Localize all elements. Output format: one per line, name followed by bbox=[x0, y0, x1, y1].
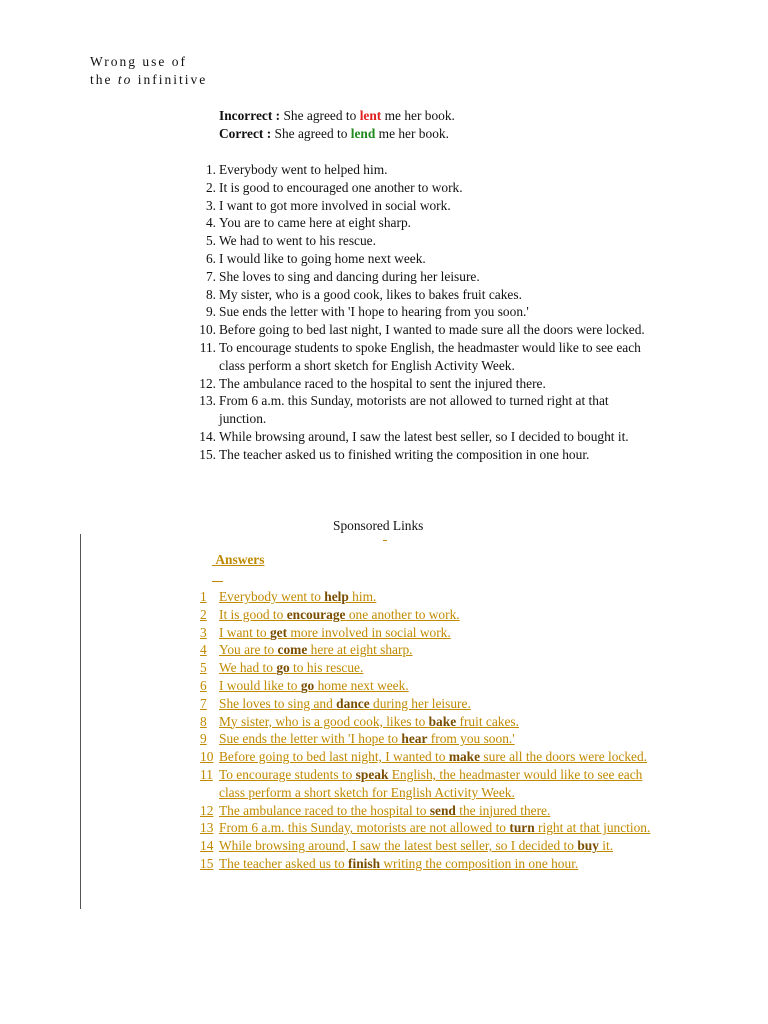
answer-text-pre[interactable]: You are to bbox=[219, 642, 278, 658]
answer-correct-word[interactable]: come bbox=[277, 642, 308, 658]
answer-link[interactable] bbox=[200, 624, 670, 642]
answer-number[interactable]: 7 bbox=[200, 695, 207, 711]
exercise-text: I want to got more involved in social work. bbox=[219, 197, 451, 213]
answer-text-pre[interactable]: I would like to bbox=[219, 677, 301, 693]
answer-text-post[interactable]: to his rescue. bbox=[289, 660, 364, 676]
title-line-1: Wrong use of bbox=[90, 54, 187, 69]
answer-link[interactable] bbox=[200, 730, 670, 748]
answer-text-pre[interactable]: Before going to bed last night, I wanted to bbox=[219, 749, 449, 765]
answer-text-pre[interactable]: While browsing around, I saw the latest best seller, so I decided to bbox=[219, 838, 578, 854]
answers-underline-stub[interactable] bbox=[212, 581, 223, 582]
incorrect-post: me her book. bbox=[381, 108, 455, 123]
answer-link[interactable] bbox=[200, 766, 670, 802]
correct-label: Correct : bbox=[219, 126, 272, 141]
exercise-number: 12. bbox=[199, 375, 216, 391]
exercise-text: She loves to sing and dancing during her leisure. bbox=[219, 268, 480, 284]
answer-number[interactable]: 14 bbox=[200, 838, 214, 854]
answer-text-pre[interactable]: The ambulance raced to the hospital to bbox=[219, 802, 430, 818]
answer-text-post[interactable]: writing the composition in one hour. bbox=[380, 855, 579, 871]
answer-number[interactable]: 9 bbox=[200, 731, 207, 747]
correct-post: me her book. bbox=[375, 126, 449, 141]
answer-link[interactable] bbox=[200, 641, 670, 659]
exercise-text: I would like to going home next week. bbox=[219, 250, 426, 266]
answer-correct-word[interactable]: make bbox=[448, 749, 481, 765]
exercise-text: Sue ends the letter with 'I hope to hearing from you soon.' bbox=[219, 304, 529, 320]
answer-link[interactable] bbox=[200, 837, 670, 855]
incorrect-example bbox=[219, 107, 455, 125]
exercise-text: The teacher asked us to finished writing the composition in one hour. bbox=[219, 446, 590, 462]
incorrect-label: Incorrect : bbox=[219, 108, 281, 123]
exercise-item bbox=[196, 428, 648, 446]
exercise-list bbox=[196, 161, 648, 464]
exercise-item bbox=[196, 179, 648, 197]
answer-text-pre[interactable]: I want to bbox=[219, 624, 270, 640]
left-vertical-rule bbox=[80, 534, 81, 909]
exercise-number: 4. bbox=[205, 215, 216, 231]
exercise-item bbox=[196, 214, 648, 232]
answer-correct-word[interactable]: send bbox=[429, 802, 456, 818]
answer-number[interactable]: 15 bbox=[200, 855, 214, 871]
answer-text-post[interactable]: him. bbox=[348, 589, 377, 604]
answer-text-pre[interactable]: She loves to sing and bbox=[219, 695, 337, 711]
exercise-number: 8. bbox=[205, 286, 216, 302]
exercise-item bbox=[196, 232, 648, 250]
exercise-number: 15. bbox=[199, 446, 216, 462]
answer-correct-word[interactable]: help bbox=[324, 589, 349, 604]
exercise-text: To encourage students to spoke English, the headmaster would like to see each class perform a short sketch for English Activity Week. bbox=[219, 339, 641, 373]
answer-link[interactable] bbox=[200, 802, 670, 820]
answer-link[interactable] bbox=[200, 695, 670, 713]
answer-text-pre[interactable]: My sister, who is a good cook, likes to bbox=[219, 713, 429, 729]
answer-text-post[interactable]: here at eight sharp. bbox=[307, 642, 413, 658]
exercise-item bbox=[196, 161, 648, 179]
correct-pre: She agreed to bbox=[271, 126, 351, 141]
exercise-item bbox=[196, 392, 648, 428]
answer-number[interactable]: 13 bbox=[200, 820, 214, 836]
exercise-number: 10. bbox=[199, 322, 216, 338]
answer-text-post[interactable]: English, the headmaster would like to see each class perform a short sketch for English Activity Week. bbox=[219, 766, 643, 800]
page-title bbox=[90, 53, 207, 89]
exercise-number: 7. bbox=[205, 268, 216, 284]
incorrect-word: lent bbox=[359, 108, 382, 123]
answer-correct-word[interactable]: speak bbox=[355, 766, 389, 782]
exercise-text: While browsing around, I saw the latest best seller, so I decided to bought it. bbox=[219, 428, 629, 444]
exercise-text: It is good to encouraged one another to work. bbox=[219, 179, 463, 195]
exercise-number: 6. bbox=[205, 250, 216, 266]
answer-number[interactable]: 4 bbox=[200, 642, 207, 658]
exercise-number: 14. bbox=[199, 428, 216, 444]
answer-text-post[interactable]: it. bbox=[598, 838, 614, 854]
answer-text-post[interactable]: home next week. bbox=[314, 677, 409, 693]
exercise-item bbox=[196, 303, 648, 321]
example-block bbox=[219, 107, 455, 143]
correct-example bbox=[219, 125, 455, 143]
answer-list bbox=[200, 588, 670, 873]
answer-link[interactable] bbox=[200, 713, 670, 731]
answers-heading-text[interactable]: Answers bbox=[215, 552, 265, 567]
exercise-number: 3. bbox=[205, 197, 216, 213]
title-line-2 bbox=[90, 71, 207, 89]
exercise-item bbox=[196, 250, 648, 268]
sponsored-links-label: Sponsored Links bbox=[333, 518, 424, 533]
exercise-item bbox=[196, 286, 648, 304]
answer-number[interactable]: 3 bbox=[200, 624, 207, 640]
answer-text-post[interactable]: during her leisure. bbox=[369, 695, 471, 711]
answer-number[interactable]: 8 bbox=[200, 713, 207, 729]
answer-correct-word[interactable]: turn bbox=[509, 820, 535, 836]
exercise-text: The ambulance raced to the hospital to sent the injured there. bbox=[219, 375, 546, 391]
answer-correct-word[interactable]: hear bbox=[401, 731, 428, 747]
answer-correct-word[interactable]: get bbox=[269, 624, 288, 640]
exercise-item bbox=[196, 268, 648, 286]
exercise-item bbox=[196, 339, 648, 375]
answer-correct-word[interactable]: go bbox=[300, 677, 315, 693]
exercise-item bbox=[196, 197, 648, 215]
answer-text-post[interactable]: one another to work. bbox=[345, 606, 460, 622]
correct-word: lend bbox=[350, 126, 376, 141]
answer-number[interactable]: 1 bbox=[200, 589, 207, 604]
answer-link[interactable] bbox=[200, 819, 670, 837]
incorrect-pre: She agreed to bbox=[280, 108, 360, 123]
answer-link[interactable] bbox=[200, 588, 670, 606]
exercise-item bbox=[196, 321, 648, 339]
answer-text-post[interactable]: more involved in social work. bbox=[287, 624, 451, 640]
exercise-number: 11. bbox=[199, 339, 216, 355]
exercise-item bbox=[196, 446, 648, 464]
answer-text-post[interactable]: the injured there. bbox=[455, 802, 551, 818]
answer-link[interactable] bbox=[200, 606, 670, 624]
answer-text-pre[interactable]: It is good to bbox=[219, 606, 287, 622]
answer-number[interactable]: 12 bbox=[200, 802, 214, 818]
answer-text-post[interactable]: sure all the doors were locked. bbox=[480, 749, 648, 765]
answer-text-post[interactable]: right at that junction. bbox=[534, 820, 651, 836]
answer-link[interactable] bbox=[200, 677, 670, 695]
answer-number[interactable]: 11 bbox=[200, 766, 213, 782]
answer-correct-word[interactable]: buy bbox=[577, 838, 599, 854]
answer-text-post[interactable]: from you soon.' bbox=[427, 731, 515, 747]
exercise-number: 1. bbox=[205, 162, 216, 177]
answer-text-pre[interactable]: We had to bbox=[219, 660, 277, 676]
answer-correct-word[interactable]: go bbox=[276, 660, 290, 676]
answer-text-pre[interactable]: Sue ends the letter with 'I hope to bbox=[219, 731, 402, 747]
exercise-text: We had to went to his rescue. bbox=[219, 233, 376, 249]
answer-correct-word[interactable]: encourage bbox=[286, 606, 346, 622]
answer-text-post[interactable]: fruit cakes. bbox=[456, 713, 519, 729]
exercise-text: You are to came here at eight sharp. bbox=[219, 215, 411, 231]
answer-number[interactable]: 2 bbox=[200, 606, 207, 622]
exercise-text: From 6 a.m. this Sunday, motorists are not allowed to turned right at that junction. bbox=[219, 393, 609, 427]
exercise-number: 13. bbox=[199, 393, 216, 409]
answer-correct-word[interactable]: finish bbox=[348, 855, 381, 871]
link-dash[interactable] bbox=[383, 540, 387, 541]
answer-link[interactable] bbox=[200, 748, 670, 766]
exercise-number: 2. bbox=[205, 179, 216, 195]
exercise-number: 9. bbox=[205, 304, 216, 320]
answer-number[interactable]: 5 bbox=[200, 660, 207, 676]
answer-number[interactable]: 10 bbox=[200, 749, 214, 765]
exercise-text: My sister, who is a good cook, likes to bakes fruit cakes. bbox=[219, 286, 522, 302]
answer-number[interactable]: 6 bbox=[200, 677, 207, 693]
answer-text-pre[interactable]: Everybody went to bbox=[219, 589, 325, 604]
answers-heading[interactable] bbox=[212, 551, 264, 569]
title-line-2-post: infinitive bbox=[132, 72, 208, 87]
answer-text-pre[interactable]: To encourage students to bbox=[219, 766, 356, 782]
answer-text-pre[interactable]: The teacher asked us to bbox=[219, 855, 349, 871]
exercise-number: 5. bbox=[205, 233, 216, 249]
answer-text-pre[interactable]: From 6 a.m. this Sunday, motorists are not allowed to bbox=[219, 820, 510, 836]
answer-link[interactable] bbox=[200, 855, 670, 873]
exercise-text: Everybody went to helped him. bbox=[219, 162, 388, 177]
answer-correct-word[interactable]: bake bbox=[428, 713, 457, 729]
answer-link[interactable] bbox=[200, 659, 670, 677]
title-line-2-italic: to bbox=[117, 72, 133, 87]
answer-correct-word[interactable]: dance bbox=[336, 695, 370, 711]
exercise-item bbox=[196, 375, 648, 393]
title-line-2-pre: the bbox=[90, 72, 118, 87]
exercise-text: Before going to bed last night, I wanted to made sure all the doors were locked. bbox=[219, 322, 645, 338]
